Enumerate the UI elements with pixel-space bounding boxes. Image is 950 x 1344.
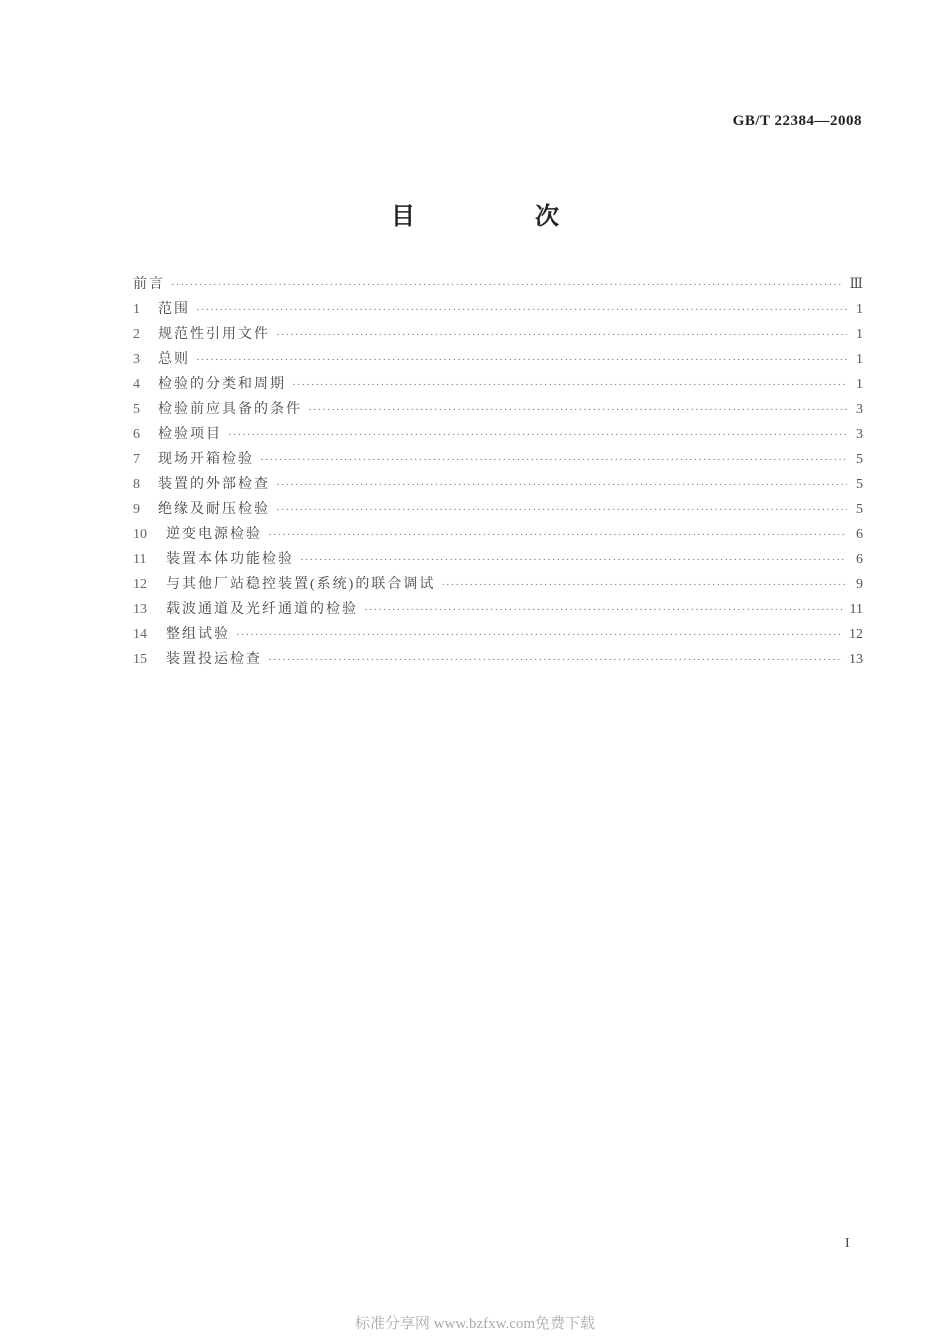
footer-watermark: 标准分享网 www.bzfxw.com免费下载 [354,1316,596,1332]
dot-leader [228,429,847,441]
toc-entry-page: 11 [849,602,863,617]
dot-leader [276,479,847,491]
toc-entry-label: 载波通道及光纤通道的检验 [166,602,358,617]
toc-entry-number: 13 [133,602,147,617]
dot-leader [441,579,847,591]
dot-leader [276,329,847,341]
toc-entry[interactable] [133,273,863,298]
toc-entry-page: 6 [856,527,863,542]
toc-entry[interactable] [133,448,863,473]
toc-entry-page: 5 [856,452,863,467]
toc-entry-page: 12 [849,627,863,642]
dot-leader [196,304,847,316]
dot-leader [171,279,843,291]
dot-leader [364,604,844,616]
dot-leader [292,379,847,391]
toc-entry[interactable] [133,523,863,548]
toc-entry-number: 15 [133,652,147,667]
dot-leader [260,454,847,466]
toc-entry-label: 绝缘及耐压检验 [158,502,270,517]
toc-entry-label: 逆变电源检验 [166,527,262,542]
table-of-contents [133,273,863,673]
toc-entry[interactable] [133,498,863,523]
toc-entry[interactable] [133,298,863,323]
toc-entry-page: 3 [856,427,863,442]
toc-entry-page: 5 [856,477,863,492]
toc-entry-number: 7 [133,452,140,467]
toc-entry[interactable] [133,648,863,673]
dot-leader [276,504,847,516]
dot-leader [196,354,847,366]
toc-entry-number: 10 [133,527,147,542]
toc-entry[interactable] [133,623,863,648]
toc-entry-number: 6 [133,427,140,442]
toc-entry-page: 6 [856,552,863,567]
dot-leader [308,404,847,416]
toc-entry-number: 14 [133,627,147,642]
toc-entry-page: 13 [849,652,863,667]
dot-leader [236,629,843,641]
toc-entry-label: 范围 [158,302,190,317]
toc-entry[interactable] [133,423,863,448]
dot-leader [268,529,847,541]
toc-entry-number: 2 [133,327,140,342]
toc-entry[interactable] [133,548,863,573]
toc-entry-number: 3 [133,352,140,367]
toc-entry-label: 检验项目 [158,427,222,442]
toc-entry-number: 5 [133,402,140,417]
toc-entry-label: 装置本体功能检验 [166,552,294,567]
toc-entry-page: 3 [856,402,863,417]
dot-leader [268,654,843,666]
toc-entry-label: 整组试验 [166,627,230,642]
toc-entry-page: 1 [856,327,863,342]
toc-entry-label: 检验前应具备的条件 [158,402,302,417]
toc-entry[interactable] [133,573,863,598]
toc-entry[interactable] [133,373,863,398]
toc-entry-label: 规范性引用文件 [158,327,270,342]
toc-entry-label: 总则 [158,352,190,367]
toc-entry[interactable] [133,598,863,623]
toc-entry-label: 与其他厂站稳控装置(系统)的联合调试 [166,577,436,592]
toc-entry-number: 8 [133,477,140,492]
toc-entry-label: 检验的分类和周期 [158,377,286,392]
toc-entry-number: 9 [133,502,140,517]
toc-entry-page: 9 [856,577,863,592]
toc-entry-page: 5 [856,502,863,517]
toc-entry[interactable] [133,473,863,498]
standard-number: GB/T 22384—2008 [732,113,862,129]
toc-entry-page: 1 [856,377,863,392]
toc-entry[interactable] [133,398,863,423]
toc-entry-number: 4 [133,377,140,392]
toc-entry-page: Ⅲ [849,277,863,292]
toc-entry[interactable] [133,348,863,373]
page-number: I [845,1236,850,1251]
toc-entry[interactable] [133,323,863,348]
toc-entry-page: 1 [856,352,863,367]
toc-entry-number: 1 [133,302,140,317]
page-title: 目 次 [391,204,607,230]
toc-entry-number: 12 [133,577,147,592]
toc-entry-label: 装置投运检查 [166,652,262,667]
toc-entry-number: 11 [133,552,147,567]
toc-entry-label: 前言 [133,277,165,292]
toc-entry-label: 装置的外部检查 [158,477,270,492]
dot-leader [300,554,847,566]
toc-entry-page: 1 [856,302,863,317]
toc-entry-label: 现场开箱检验 [158,452,254,467]
